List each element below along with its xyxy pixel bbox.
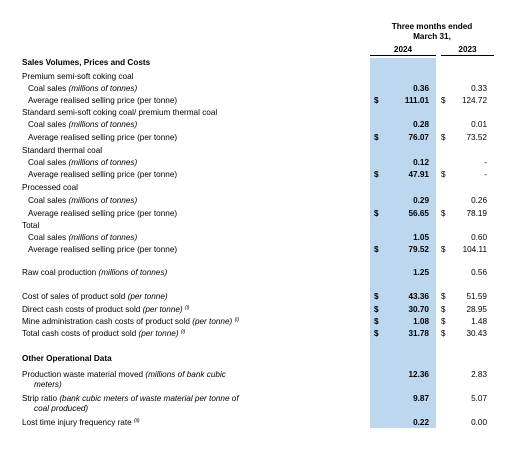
period-header: Three months ended [391, 22, 473, 31]
table-row: Average realised selling price (per tonne) $ 56.65 $ 78.19 [28, 209, 487, 218]
group-heading: Total [22, 221, 40, 230]
group-heading: Processed coal [22, 183, 78, 192]
table-row: Coal sales (millions of tonnes) 0.28 0.01 [28, 120, 487, 129]
table-row: Raw coal production (millions of tonnes) 1.25 0.56 [22, 268, 487, 277]
table-row: Mine administration cash costs of product sold (per tonne) $^{(i)}$ $ 1.08 $ 1.48 [22, 317, 487, 326]
period-header-sub: March 31, [413, 32, 451, 41]
table-row: Average realised selling price (per tonne) $ 47.91 $ - [28, 170, 487, 179]
table-row: Coal sales (millions of tonnes) 0.29 0.26 [28, 196, 487, 205]
year-2024-header: 2024 [370, 44, 436, 56]
table-row: Lost time injury frequency rate $^{(ii)}$ 0.22 0.00 [22, 418, 487, 427]
group-heading: Premium semi-soft coking coal [22, 72, 134, 81]
section-heading: Other Operational Data [22, 354, 112, 363]
group-heading: Standard semi-soft coking coal/ premium thermal coal [22, 108, 218, 117]
table-row: Production waste material moved (millions of bank cubic 12.36 2.83 [22, 370, 487, 379]
table-row: Average realised selling price (per tonne) $ 79.52 $ 104.11 [28, 245, 487, 254]
table-row-continuation: coal produced) [34, 404, 89, 413]
table-row: Average realised selling price (per tonne) $ 76.07 $ 73.52 [28, 133, 487, 142]
table-row-continuation: meters) [34, 380, 62, 389]
table-row: Strip ratio (bank cubic meters of waste material per tonne of 9.87 5.07 [22, 394, 487, 403]
table-row: Average realised selling price (per tonne) $ 111.01 $ 124.72 [28, 96, 487, 105]
group-heading: Standard thermal coal [22, 146, 103, 155]
table-row: Coal sales (millions of tonnes) 0.12 - [28, 158, 487, 167]
table-row: Direct cash costs of product sold (per tonne) $^{(i)}$ $ 30.70 $ 28.95 [22, 305, 487, 314]
table-row: Coal sales (millions of tonnes) 0.36 0.33 [28, 84, 487, 93]
section-heading: Sales Volumes, Prices and Costs [22, 58, 151, 67]
table-row: Cost of sales of product sold (per tonne) $ 43.36 $ 51.59 [22, 292, 487, 301]
year-2023-header: 2023 [441, 44, 494, 56]
table-row: Coal sales (millions of tonnes) 1.05 0.60 [28, 233, 487, 242]
table-row: Total cash costs of product sold (per tonne) $^{(i)}$ $ 31.78 $ 30.43 [22, 329, 487, 338]
